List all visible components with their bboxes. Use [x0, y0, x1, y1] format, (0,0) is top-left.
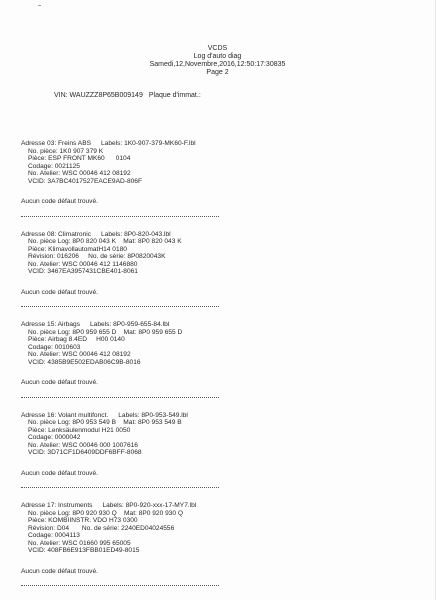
dotted-separator [21, 585, 219, 586]
section-line: VCID: 4385B9E502EDAB06C9B-8016 [28, 358, 141, 366]
section-line: Pièce: Lenksäulenmodul H21 0050 [28, 426, 131, 434]
module-section [21, 140, 421, 217]
log-subtitle: Log d'auto diag [193, 53, 242, 60]
section-line: VCID: 408FB6E913FBB01ED49-8015 [28, 547, 140, 554]
no-fault-text: Aucun code défaut trouvé. [21, 198, 98, 205]
section-line: Révision: D04 No. de série: 2240ED04024556 [28, 524, 175, 532]
section-line: Codage: 0021125 [28, 162, 80, 170]
plaque-label: Plaque d'immat.: [148, 92, 201, 99]
log-page-number: Page 2 [206, 69, 229, 76]
dotted-separator [21, 487, 219, 488]
section-line: VCID: 3A7BC4017527EACE9AD-806F [28, 177, 142, 185]
section-heading [21, 140, 421, 148]
section-line: VCID: 3467EA3957431CBE401-8061 [28, 268, 138, 275]
vin-value: VIN: WAUZZZ8P65B009149 [54, 92, 143, 99]
log-header [0, 45, 435, 77]
section-labels-file: Labels: 8P0-959-655-84.lbl [90, 321, 170, 328]
section-line: No. pièce Log: 8P0 820 043 K Mat: 8P0 820 043 K [28, 238, 182, 245]
section-line: Pièce: KlimavollautomatH14 0180 [28, 245, 127, 253]
section-line: No. Atelier: WSC 00046 412 08192 [28, 351, 131, 358]
log-title: VCDS [207, 45, 228, 52]
section-labels-file: Labels: 1K0-907-379-MK60-F.lbl [101, 140, 196, 147]
dotted-separator [21, 306, 219, 307]
dotted-separator [21, 397, 219, 398]
module-section [21, 321, 421, 398]
section-line: No. Atelier: WSC 01660 995 65005 [28, 539, 131, 547]
section-line: Révision: 016206 No. de série: 8P0820043K [28, 253, 166, 260]
section-line: No. Atelier: WSC 00046 412 1146880 [28, 260, 138, 268]
section-heading [21, 321, 421, 329]
section-line: No. pièce Log: 8P0 953 549 B Mat: 8P0 953 549 B [28, 419, 182, 426]
section-line: VCID: 3D71CF1D6409DDF6BFF-8068 [28, 449, 142, 456]
section-labels-file: Labels: 8P0-920-xxx-17-MY7.lbl [102, 502, 197, 509]
section-labels-file: Labels: 8P0-953-549.lbl [118, 411, 188, 419]
vin-line [54, 92, 201, 99]
section-line: Codage: 0004113 [28, 532, 80, 539]
section-line: No. pièce Log: 8P0 920 930 Q Mat: 8P0 920 930 Q [28, 509, 184, 517]
module-section [21, 502, 421, 586]
module-section [21, 412, 421, 489]
no-fault-text: Aucun code défaut trouvé. [21, 567, 98, 575]
section-address: Adresse 16: Volant multifonct. [21, 411, 109, 419]
section-heading [21, 412, 421, 420]
no-fault-text: Aucun code défaut trouvé. [21, 469, 98, 477]
no-fault-text: Aucun code défaut trouvé. [21, 379, 98, 386]
log-datetime: Samedi,12,Novembre,2016,12:50:17:30835 [149, 61, 286, 68]
section-line: No. Atelier: WSC 00046 412 08192 [28, 170, 131, 177]
scan-speck [38, 5, 41, 6]
section-address: Adresse 17: Instruments [21, 502, 93, 509]
section-line: Codage: 0010603 [28, 343, 81, 351]
section-line: No. Atelier: WSC 00046 000 1007616 [28, 441, 138, 449]
section-heading [21, 231, 421, 239]
section-address: Adresse 03: Freins ABS [21, 140, 92, 147]
section-line: Pièce: KOMBIINSTR. VDO H73 0300 [28, 517, 138, 524]
section-labels-file: Labels: 8P0-820-043.lbl [101, 230, 171, 238]
dotted-separator [21, 216, 219, 217]
module-section [21, 231, 421, 308]
section-heading [21, 502, 421, 510]
no-fault-text: Aucun code défaut trouvé. [21, 288, 98, 296]
section-line: No. pièce Log: 8P0 959 655 D Mat: 8P0 959 655 D [28, 328, 183, 336]
module-sections [21, 140, 421, 600]
section-address: Adresse 15: Airbags [21, 321, 81, 328]
section-line: Codage: 0000042 [28, 434, 81, 441]
section-line: Pièce: Airbag 8.4ED H00 0140 [28, 336, 125, 343]
section-line: Pièce: ESP FRONT MK60 0104 [28, 155, 131, 162]
section-address: Adresse 08: Climatronic [21, 230, 91, 238]
section-line: No. pièce: 1K0 907 379 K [28, 147, 104, 155]
